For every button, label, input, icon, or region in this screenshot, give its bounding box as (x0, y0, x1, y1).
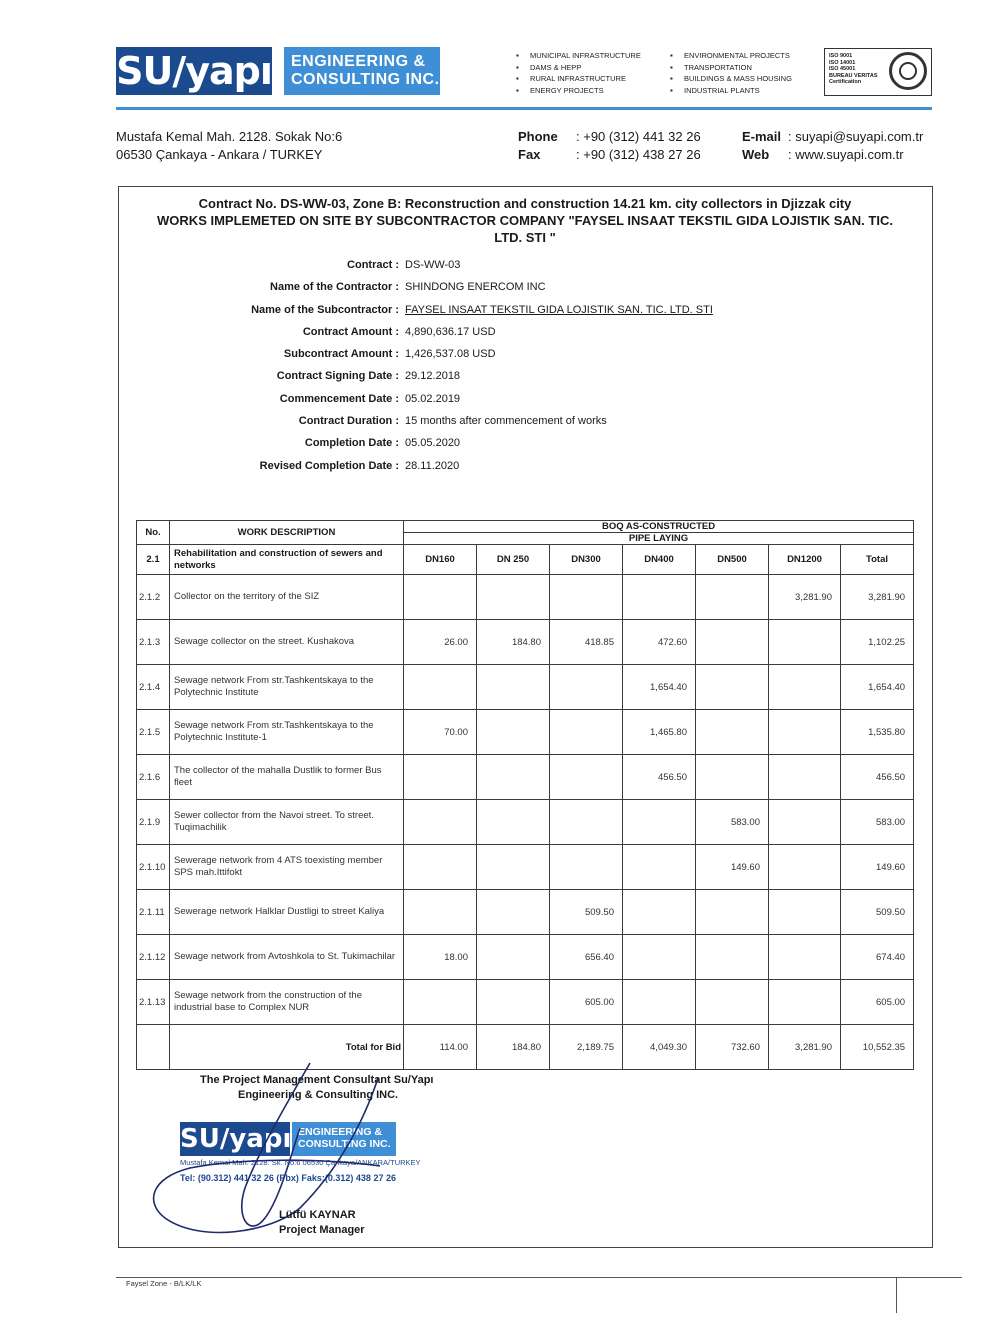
header-no: No. (137, 521, 170, 545)
quantity-cell (623, 980, 696, 1025)
info-row (130, 413, 920, 435)
item-no: 2.1.6 (137, 755, 170, 800)
column-header-dn400: DN400 (623, 545, 696, 575)
quantity-cell (477, 710, 550, 755)
quantity-cell: 656.40 (550, 935, 623, 980)
quantity-cell (404, 890, 477, 935)
quantity-cell (696, 710, 769, 755)
stamp-company-name: ENGINEERING & CONSULTING INC. (292, 1122, 396, 1156)
quantity-cell: 184.80 (477, 620, 550, 665)
fax-label: Fax (518, 147, 541, 162)
web-value: : www.suyapi.com.tr (788, 147, 904, 162)
info-label: Subcontract Amount : (283, 348, 399, 361)
quantity-cell (769, 800, 841, 845)
info-row (130, 458, 920, 480)
item-description: Sewage network From str.Tashkentskaya to the Polytechnic Institute (170, 665, 404, 710)
quantity-cell (477, 980, 550, 1025)
quantity-cell: 605.00 (841, 980, 914, 1025)
phone-value: : +90 (312) 441 32 26 (576, 129, 701, 144)
info-label: Completion Date : (304, 437, 399, 450)
footer-divider (116, 1277, 962, 1278)
quantity-cell (550, 665, 623, 710)
item-description: Sewage collector on the street. Kushakova (170, 620, 404, 665)
info-value: FAYSEL INSAAT TEKSTIL GIDA LOJISTIK SAN. TIC. LTD. STI (405, 303, 713, 316)
service-item: ▪ TRANSPORTATION (670, 62, 792, 74)
quantity-cell: 583.00 (841, 800, 914, 845)
consultant-line1: The Project Management Consultant Su/Yapı (200, 1074, 434, 1086)
item-no: 2.1.5 (137, 710, 170, 755)
quantity-cell (404, 845, 477, 890)
service-item: ▪ ENERGY PROJECTS (516, 85, 641, 97)
quantity-cell: 509.50 (550, 890, 623, 935)
quantity-cell: 674.40 (841, 935, 914, 980)
quantity-cell (696, 890, 769, 935)
quantity-cell: 1,535.80 (841, 710, 914, 755)
title-line1: Contract No. DS-WW-03, Zone B: Reconstruction and construction 14.21 km. city collectors in Djizzak city (198, 196, 852, 211)
suyapi-logo: SU/yapı (116, 49, 272, 93)
item-description: Sewerage network Halklar Dustligi to street Kaliya (170, 890, 404, 935)
quantity-cell (769, 935, 841, 980)
item-no: 2.1.3 (137, 620, 170, 665)
document-title (130, 195, 920, 246)
info-row (130, 324, 920, 346)
services-list-1 (516, 50, 641, 96)
info-label: Contract Duration : (298, 415, 399, 428)
info-label: Name of the Subcontractor : (251, 303, 399, 316)
quantity-cell (550, 710, 623, 755)
service-item: ▪ ENVIRONMENTAL PROJECTS (670, 50, 792, 62)
quantity-cell (404, 665, 477, 710)
quantity-cell (769, 890, 841, 935)
quantity-cell: 3,281.90 (841, 575, 914, 620)
header-work-description: WORK DESCRIPTION (170, 521, 404, 545)
consultant-line2: Engineering & Consulting INC. (238, 1089, 399, 1101)
header-boq-as-constructed: BOQ AS-CONSTRUCTED (404, 521, 914, 533)
service-item: ▪ BUILDINGS & MASS HOUSING (670, 73, 792, 85)
company-address (116, 128, 342, 164)
info-value: 15 months after commencement of works (405, 415, 607, 428)
item-no: 2.1.11 (137, 890, 170, 935)
quantity-cell (769, 845, 841, 890)
item-no: 2.1.9 (137, 800, 170, 845)
quantity-cell (550, 800, 623, 845)
table-row (137, 710, 914, 755)
quantity-cell: 26.00 (404, 620, 477, 665)
address-line1: Mustafa Kemal Mah. 2128. Sokak No:6 (116, 129, 343, 144)
service-item: ▪ RURAL INFRASTRUCTURE (516, 73, 641, 85)
info-value: 28.11.2020 (405, 459, 460, 472)
service-item: ▪ DAMS & HEPP (516, 62, 641, 74)
quantity-cell (550, 575, 623, 620)
column-header-dn1200: DN1200 (769, 545, 841, 575)
quantity-cell (623, 845, 696, 890)
quantity-cell: 456.50 (841, 755, 914, 800)
total-cell: 10,552.35 (841, 1025, 914, 1070)
quantity-cell (623, 935, 696, 980)
email-web-block (742, 128, 923, 164)
quantity-cell: 456.50 (623, 755, 696, 800)
quantity-cell: 1,102.25 (841, 620, 914, 665)
header-pipe-laying: PIPE LAYING (404, 533, 914, 545)
quantity-cell (623, 800, 696, 845)
quantity-cell (550, 845, 623, 890)
table-row (137, 845, 914, 890)
column-header-dn500: DN500 (696, 545, 769, 575)
quantity-cell: 1,654.40 (841, 665, 914, 710)
table-row (137, 935, 914, 980)
service-item: ▪ INDUSTRIAL PLANTS (670, 85, 792, 97)
company-name-line2: CONSULTING INC. (291, 71, 440, 88)
quantity-cell (769, 755, 841, 800)
header-divider (116, 107, 932, 110)
quantity-cell (477, 575, 550, 620)
quantity-cell (477, 845, 550, 890)
quantity-cell: 472.60 (623, 620, 696, 665)
quantity-cell (477, 890, 550, 935)
table-row (137, 575, 914, 620)
certification-seal-icon (889, 52, 927, 90)
email-value: : suyapi@suyapi.com.tr (788, 129, 924, 144)
quantity-cell: 1,654.40 (623, 665, 696, 710)
company-name-line1: ENGINEERING & (291, 53, 426, 70)
quantity-cell: 149.60 (841, 845, 914, 890)
column-header-dn160: DN160 (404, 545, 477, 575)
quantity-cell: 605.00 (550, 980, 623, 1025)
quantity-cell (769, 980, 841, 1025)
quantity-cell (696, 980, 769, 1025)
quantity-cell: 3,281.90 (769, 575, 841, 620)
info-row (130, 279, 920, 301)
info-value: DS-WW-03 (405, 259, 461, 271)
column-header-dn300: DN300 (550, 545, 623, 575)
quantity-cell: 583.00 (696, 800, 769, 845)
phone-fax-block (518, 128, 701, 164)
quantity-cell (477, 935, 550, 980)
info-label: Contract : (347, 259, 399, 271)
quantity-cell (696, 665, 769, 710)
stamp-phone: Tel: (90.312) 441 32 26 (Pbx) Faks:(0.312) 438 27 26 (180, 1173, 396, 1183)
info-value: 1,426,537.08 USD (405, 348, 496, 361)
quantity-cell (623, 890, 696, 935)
item-description: The collector of the mahalla Dustlik to former Bus fleet (170, 755, 404, 800)
info-row (130, 391, 920, 413)
quantity-cell (696, 935, 769, 980)
item-no: 2.1.4 (137, 665, 170, 710)
info-value: 29.12.2018 (405, 370, 461, 383)
footer-vertical-mark (896, 1278, 897, 1313)
quantity-cell (477, 800, 550, 845)
column-header-dn250: DN 250 (477, 545, 550, 575)
info-label: Name of the Contractor : (270, 281, 399, 294)
info-row (130, 368, 920, 390)
boq-table (136, 520, 914, 1070)
quantity-cell (769, 710, 841, 755)
address-line2: 06530 Çankaya - Ankara / TURKEY (116, 147, 323, 162)
section-no: 2.1 (137, 545, 170, 575)
info-value: 05.05.2020 (405, 437, 461, 450)
certificate-text: ISO 9001 ISO 14001 ISO 45001 BUREAU VERITAS Certification (829, 53, 878, 86)
info-row (130, 346, 920, 368)
item-description: Sewerage network from 4 ATS toexisting member SPS mah.Ittifokt (170, 845, 404, 890)
quantity-cell: 1,465.80 (623, 710, 696, 755)
column-header-total: Total (841, 545, 914, 575)
item-description: Collector on the territory of the SIZ (170, 575, 404, 620)
quantity-cell (696, 575, 769, 620)
item-description: Sewer collector from the Navoi street. To street. Tuqimachilik (170, 800, 404, 845)
section-description: Rehabilitation and construction of sewers and networks (170, 545, 404, 575)
item-no: 2.1.12 (137, 935, 170, 980)
web-label: Web (742, 147, 770, 162)
total-cell: 184.80 (477, 1025, 550, 1070)
quantity-cell (696, 755, 769, 800)
total-label: Total for Bid (170, 1025, 404, 1070)
table-row (137, 620, 914, 665)
email-label: E-mail (742, 129, 782, 144)
project-manager (279, 1208, 365, 1238)
quantity-cell (477, 755, 550, 800)
quantity-cell (696, 620, 769, 665)
quantity-cell: 18.00 (404, 935, 477, 980)
total-cell: 732.60 (696, 1025, 769, 1070)
services-list-2 (670, 50, 792, 96)
manager-name: Lütfü KAYNAR (279, 1209, 356, 1221)
contract-info (130, 257, 920, 480)
info-row (130, 435, 920, 457)
total-cell: 114.00 (404, 1025, 477, 1070)
info-label: Contract Amount : (302, 325, 399, 338)
company-name-logo (284, 47, 440, 95)
item-no: 2.1.10 (137, 845, 170, 890)
table-row (137, 980, 914, 1025)
quantity-cell: 149.60 (696, 845, 769, 890)
title-line2: WORKS IMPLEMETED ON SITE BY SUBCONTRACTOR COMPANY "FAYSEL INSAAT TEKSTIL GIDA LOJISTIK SAN. TIC. (157, 213, 893, 228)
info-label: Contract Signing Date : (276, 370, 399, 383)
total-cell: 3,281.90 (769, 1025, 841, 1070)
info-value: 05.02.2019 (405, 392, 461, 405)
service-item: ▪ MUNICIPAL INFRASTRUCTURE (516, 50, 641, 62)
info-value: 4,890,636.17 USD (405, 325, 496, 338)
quantity-cell (404, 575, 477, 620)
item-description: Sewage network from Avtoshkola to St. Tukimachilar (170, 935, 404, 980)
bureau-veritas-certificate (824, 48, 932, 96)
quantity-cell: 418.85 (550, 620, 623, 665)
phone-label: Phone (518, 129, 558, 144)
info-label: Commencement Date : (279, 392, 399, 405)
item-description: Sewage network From str.Tashkentskaya to the Polytechnic Institute-1 (170, 710, 404, 755)
quantity-cell (769, 620, 841, 665)
item-no: 2.1.13 (137, 980, 170, 1025)
total-cell: 2,189.75 (550, 1025, 623, 1070)
quantity-cell (769, 665, 841, 710)
quantity-cell (404, 800, 477, 845)
info-label: Revised Completion Date : (259, 459, 399, 472)
table-row (137, 800, 914, 845)
total-cell: 4,049.30 (623, 1025, 696, 1070)
quantity-cell (404, 755, 477, 800)
table-row (137, 665, 914, 710)
table-row (137, 890, 914, 935)
quantity-cell: 509.50 (841, 890, 914, 935)
table-row (137, 755, 914, 800)
info-row (130, 302, 920, 324)
info-row (130, 257, 920, 279)
item-description: Sewage network from the construction of the industrial base to Complex NUR (170, 980, 404, 1025)
quantity-cell (477, 665, 550, 710)
footer-reference: Faysel Zone - B/LK/LK (126, 1279, 202, 1288)
quantity-cell (404, 980, 477, 1025)
quantity-cell: 70.00 (404, 710, 477, 755)
title-line3: LTD. STI " (494, 230, 556, 245)
manager-role: Project Manager (279, 1224, 365, 1236)
item-no: 2.1.2 (137, 575, 170, 620)
stamp-logo: SU/yapı (180, 1124, 292, 1154)
quantity-cell (623, 575, 696, 620)
quantity-cell (550, 755, 623, 800)
info-value: SHINDONG ENERCOM INC (405, 281, 546, 294)
stamp-address: Mustafa Kemal Mah. 2128. Sk. No:6 06530 Çankaya/ANKARA/TURKEY (180, 1158, 421, 1167)
fax-value: : +90 (312) 438 27 26 (576, 147, 701, 162)
